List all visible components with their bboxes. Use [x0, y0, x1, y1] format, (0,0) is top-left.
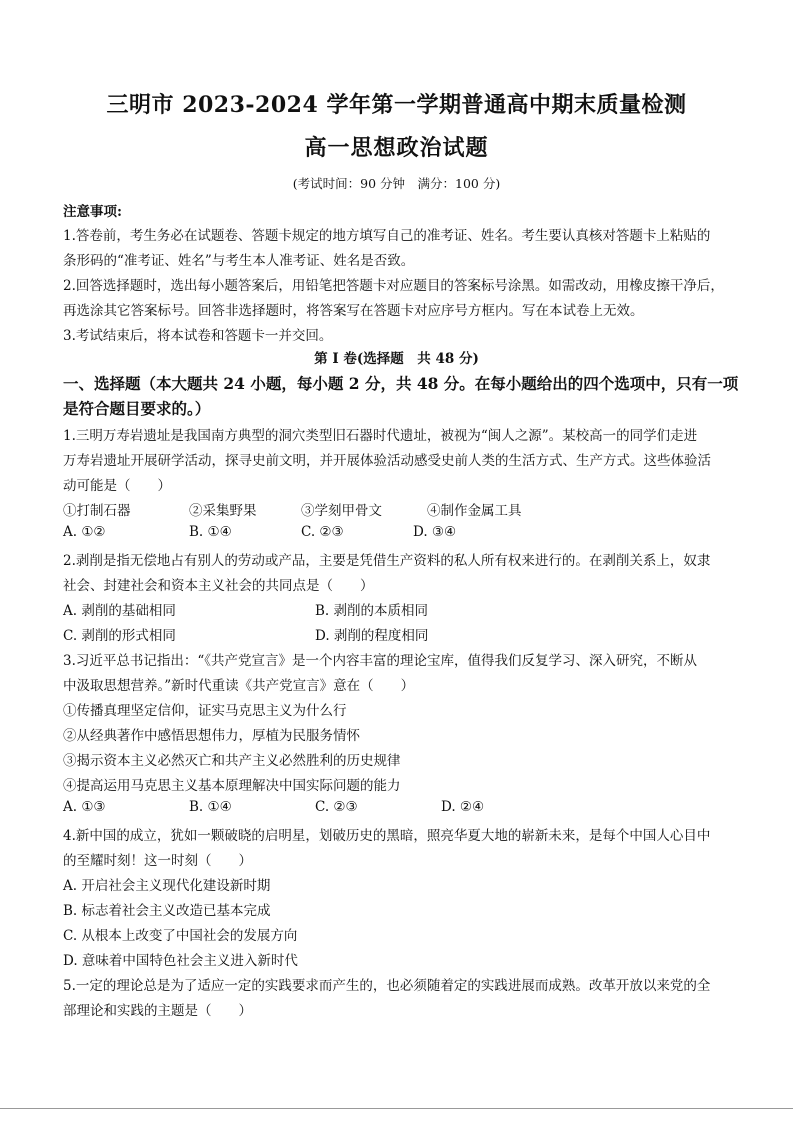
- note-2-line-2: 再选涂其它答案标号。回答非选择题时，将答案写在答题卡对应序号方框内。写在本试卷上无效。: [63, 303, 644, 319]
- q3-item: ②从经典著作中感悟思想伟力，厚植为民服务情怀: [63, 728, 360, 744]
- q2-option-d: D. 剥削的程度相同: [315, 628, 429, 644]
- q1-option-d: D. ③④: [413, 524, 457, 540]
- q1-item: ①打制石器: [63, 503, 131, 519]
- subject-title: 高一思想政治试题: [304, 135, 489, 161]
- part1-heading: 第 I 卷(选择题 共 48 分): [314, 351, 479, 367]
- q3-line-2: 中汲取思想营养。”新时代重读《共产党宣言》意在（ ）: [63, 678, 415, 694]
- q1-line-1: 1.三明万寿岩遗址是我国南方典型的洞穴类型旧石器时代遗址，被视为“闽人之源”。某校高一的同学们走进: [63, 428, 698, 444]
- q1-item: ④制作金属工具: [427, 503, 522, 519]
- section-heading-line-2: 是符合题目要求的。）: [63, 399, 211, 418]
- q3-option-c: C. ②③: [315, 799, 358, 815]
- page-bottom-rule: [0, 1108, 793, 1109]
- q4-line-2: 的至耀时刻！这一时刻（ ）: [63, 853, 252, 869]
- q2-line-1: 2.剥削是指无偿地占有别人的劳动或产品，主要是凭借生产资料的私人所有权来进行的。在剥削关系上，奴隶: [63, 553, 711, 569]
- exam-info: (考试时间：90 分钟 满分：100 分): [292, 176, 501, 191]
- q3-item: ③揭示资本主义必然灭亡和共产主义必然胜利的历史规律: [63, 753, 401, 769]
- q2-option-a: A. 剥削的基础相同: [63, 603, 176, 619]
- q4-option-b: B. 标志着社会主义改造已基本完成: [63, 903, 271, 919]
- q3-option-b: B. ①④: [189, 799, 232, 815]
- q3-item: ①传播真理坚定信仰，证实马克思主义为什么行: [63, 703, 347, 719]
- notes-heading: 注意事项:: [63, 204, 122, 220]
- exam-title: 三明市 2023-2024 学年第一学期普通高中期末质量检测: [106, 92, 687, 118]
- section-heading-line-1: 一、选择题（本大题共 24 小题，每小题 2 分，共 48 分。在每小题给出的四个选项中，只有一项: [63, 374, 739, 393]
- q2-option-b: B. 剥削的本质相同: [315, 603, 429, 619]
- q4-line-1: 4.新中国的成立，犹如一颗破晓的启明星，划破历史的黑暗，照亮华夏大地的崭新未来，是每个中国人心目中: [63, 828, 711, 844]
- q1-item: ②采集野果: [189, 503, 257, 519]
- q1-option-c: C. ②③: [301, 524, 344, 540]
- q5-line-1: 5.一定的理论总是为了适应一定的实践要求而产生的，也必须随着定的实践进展而成熟。改革开放以来党的全: [63, 978, 711, 994]
- q1-option-b: B. ①④: [189, 524, 232, 540]
- q3-line-1: 3.习近平总书记指出：“《共产党宣言》是一个内容丰富的理论宝库，值得我们反复学习、深入研究，不断从: [63, 653, 698, 669]
- q1-option-a: A. ①②: [63, 524, 106, 540]
- q5-line-2: 部理论和实践的主题是（ ）: [63, 1003, 252, 1019]
- note-1-line-2: 条形码的“准考证、姓名”与考生本人准考证、姓名是否致。: [63, 253, 415, 269]
- q2-option-c: C. 剥削的形式相同: [63, 628, 176, 644]
- note-1-line-1: 1.答卷前，考生务必在试题卷、答题卡规定的地方填写自己的准考证、姓名。考生要认真核对答题卡上粘贴的: [63, 228, 711, 244]
- q3-item: ④提高运用马克思主义基本原理解决中国实际问题的能力: [63, 778, 401, 794]
- q3-option-a: A. ①③: [63, 799, 106, 815]
- q3-option-d: D. ②④: [441, 799, 485, 815]
- q1-line-2: 万寿岩遗址开展研学活动，探寻史前文明，并开展体验活动感受史前人类的生活方式、生产方式。这些体验活: [63, 453, 711, 469]
- note-3: 3.考试结束后，将本试卷和答题卡一并交回。: [63, 328, 333, 344]
- q4-option-d: D. 意味着中国特色社会主义进入新时代: [63, 953, 298, 969]
- q2-line-2: 社会、封建社会和资本主义社会的共同点是（ ）: [63, 578, 374, 594]
- q1-item: ③学刻甲骨文: [301, 503, 382, 519]
- q1-line-3: 动可能是（ ）: [63, 478, 171, 494]
- q4-option-a: A. 开启社会主义现代化建设新时期: [63, 878, 271, 894]
- note-2-line-1: 2.回答选择题时，选出每小题答案后，用铅笔把答题卡对应题目的答案标号涂黑。如需改动，用橡皮擦干净后，: [63, 278, 724, 294]
- q4-option-c: C. 从根本上改变了中国社会的发展方向: [63, 928, 298, 944]
